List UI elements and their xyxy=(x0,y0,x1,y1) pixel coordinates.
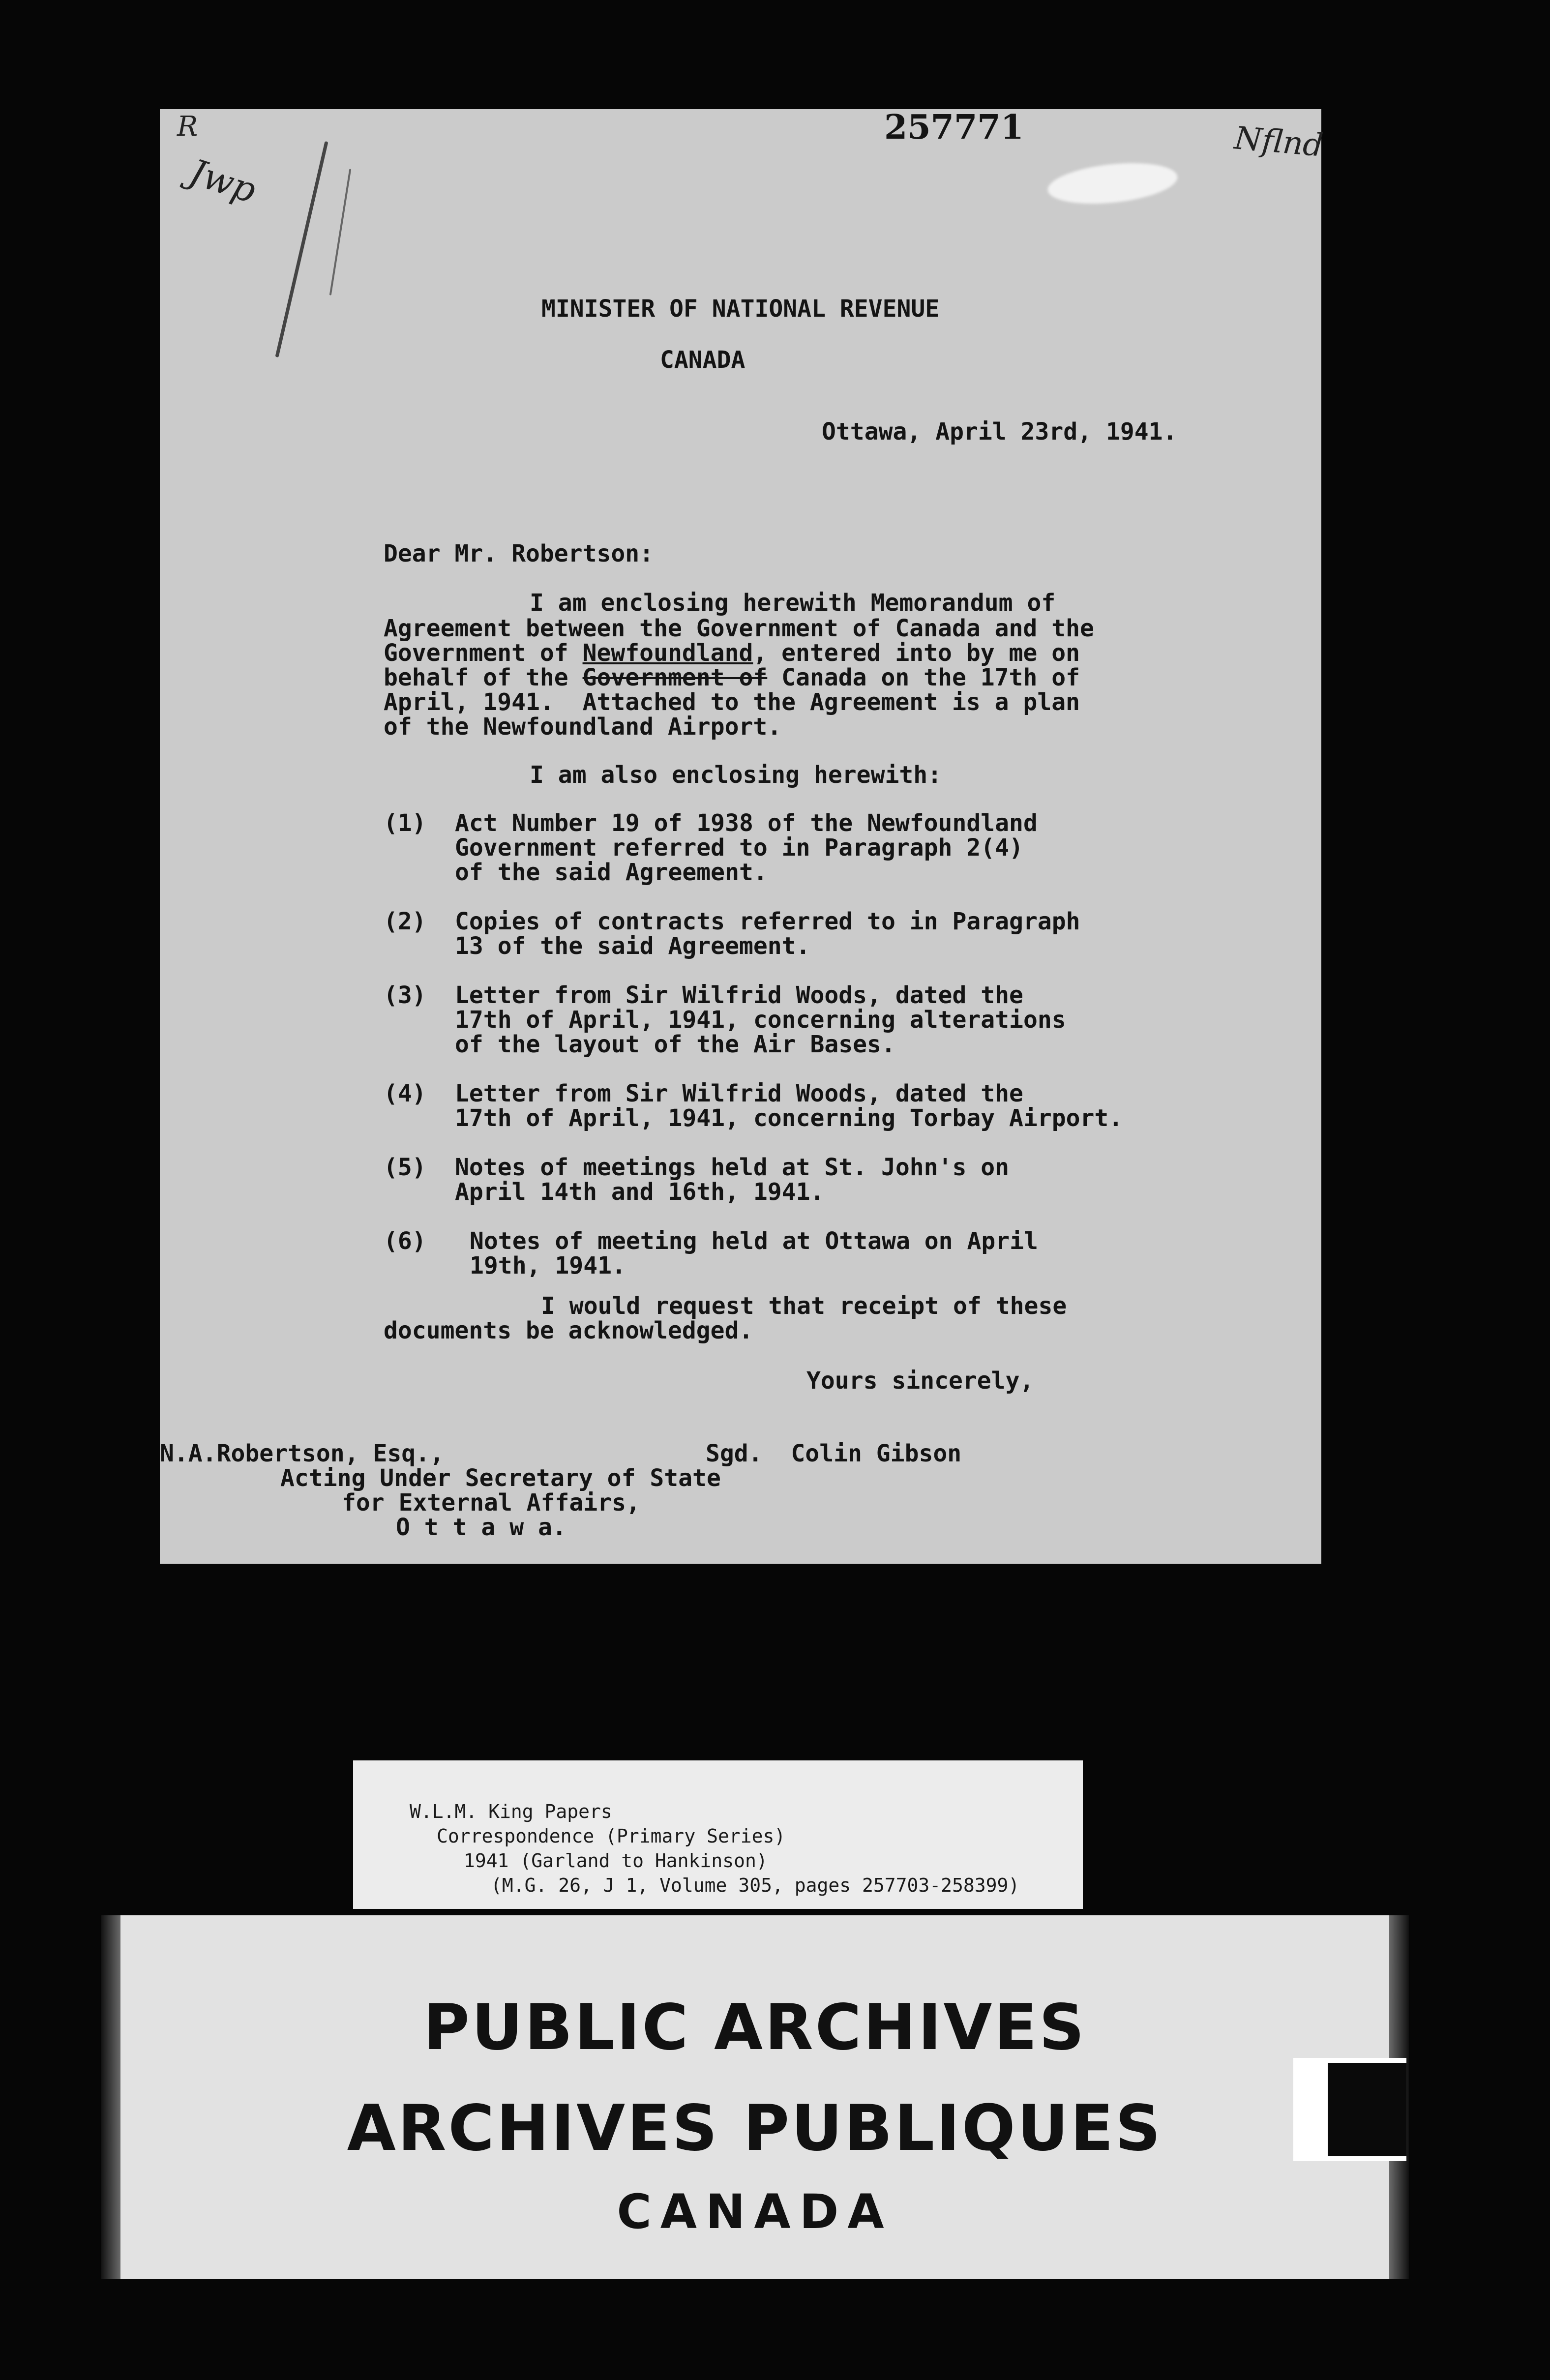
paragraph-line: Agreement between the Government of Canada and the xyxy=(384,615,1094,642)
closing: Yours sincerely, xyxy=(806,1367,1034,1395)
paragraph-line: I would request that receipt of these xyxy=(541,1292,1067,1320)
paragraph-line: documents be acknowledged. xyxy=(384,1317,753,1344)
paragraph-line: Government of Newfoundland, entered into by me on xyxy=(384,639,1080,667)
pen-stroke-mark xyxy=(275,141,328,357)
archives-country: CANADA xyxy=(617,2184,893,2239)
handwritten-mark: R xyxy=(177,111,198,143)
addressee-line: for External Affairs, xyxy=(342,1489,640,1517)
item-line: Notes of meeting held at Ottawa on April xyxy=(470,1227,1038,1255)
item-line: 19th, 1941. xyxy=(470,1252,626,1279)
label-line: (M.G. 26, J 1, Volume 305, pages 257703-258399) xyxy=(491,1874,1020,1896)
letterhead-country: CANADA xyxy=(660,346,745,374)
label-line: 1941 (Garland to Hankinson) xyxy=(464,1850,768,1872)
item-number: (2) xyxy=(384,908,426,935)
addressee-line: N.A.Robertson, Esq., xyxy=(160,1440,444,1467)
letter-page xyxy=(160,108,1325,1564)
item-line: Notes of meetings held at St. John's on xyxy=(455,1154,1010,1181)
paragraph-line: I am also enclosing herewith: xyxy=(530,761,942,789)
handwritten-initials: Jwp xyxy=(184,150,262,211)
archives-title-en: PUBLIC ARCHIVES xyxy=(423,1991,1086,2064)
item-line: Act Number 19 of 1938 of the Newfoundland xyxy=(455,809,1038,837)
label-line: Correspondence (Primary Series) xyxy=(437,1825,786,1847)
item-number: (1) xyxy=(384,809,426,837)
struck-text: Government of xyxy=(582,664,768,691)
item-line: Government referred to in Paragraph 2(4) xyxy=(455,834,1023,862)
paragraph-line: behalf of the Government of Canada on the 17th of xyxy=(384,664,1080,691)
document-number: 257771 xyxy=(884,108,1024,147)
item-line: Letter from Sir Wilfrid Woods, dated the xyxy=(455,982,1023,1009)
item-number: (5) xyxy=(384,1154,426,1181)
archives-title-fr: ARCHIVES PUBLIQUES xyxy=(347,2092,1163,2165)
paragraph-line: I am enclosing herewith Memorandum of xyxy=(530,589,1056,617)
label-line: W.L.M. King Papers xyxy=(410,1801,612,1822)
item-line: April 14th and 16th, 1941. xyxy=(455,1178,825,1206)
letter-date: Ottawa, April 23rd, 1941. xyxy=(822,418,1177,446)
signature: Sgd. Colin Gibson xyxy=(706,1440,962,1467)
salutation: Dear Mr. Robertson: xyxy=(384,540,654,567)
paragraph-line: of the Newfoundland Airport. xyxy=(384,713,782,741)
item-line: Copies of contracts referred to in Paragraph xyxy=(455,908,1080,935)
item-line: of the layout of the Air Bases. xyxy=(455,1031,895,1058)
paper-smudge xyxy=(1046,157,1180,209)
item-line: of the said Agreement. xyxy=(455,859,768,886)
underlined-text: Newfoundland xyxy=(582,639,753,667)
item-line: 17th of April, 1941, concerning alterations xyxy=(455,1006,1066,1034)
letterhead-title: MINISTER OF NATIONAL REVENUE xyxy=(541,295,940,323)
item-line: 17th of April, 1941, concerning Torbay Airport. xyxy=(455,1104,1123,1132)
item-number: (6) xyxy=(384,1227,426,1255)
item-number: (3) xyxy=(384,982,426,1009)
item-line: Letter from Sir Wilfrid Woods, dated the xyxy=(455,1080,1023,1107)
item-line: 13 of the said Agreement. xyxy=(455,932,810,960)
addressee-line: Acting Under Secretary of State xyxy=(280,1464,721,1492)
paragraph-line: April, 1941. Attached to the Agreement is a plan xyxy=(384,688,1080,716)
handwritten-note: Nflnd xyxy=(1233,120,1325,164)
item-number: (4) xyxy=(384,1080,426,1107)
catalogue-label xyxy=(353,1760,1083,1909)
pen-stroke-mark xyxy=(329,169,352,295)
archives-banner xyxy=(101,1915,1409,2279)
addressee-line: O t t a w a. xyxy=(396,1514,566,1541)
